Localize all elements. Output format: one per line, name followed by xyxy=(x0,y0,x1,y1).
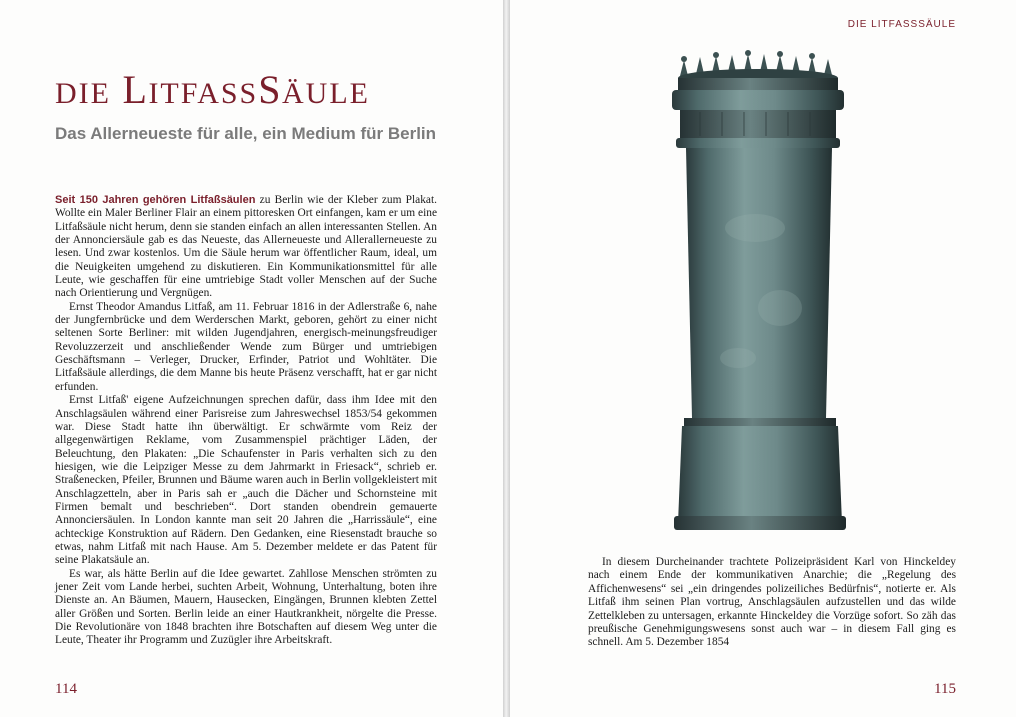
article-body-left xyxy=(55,194,437,648)
paragraph-3: Ernst Litfaß' eigene Aufzeichnungen sprechen dafür, dass ihm Idee mit den Anschlagsäulen während einer Parisreise zum Jahreswechsel 1853/54 gekommen war. Diese Stadt hatte ihn überwältigt. Er schwärmte vom Reiz der allgegenwärtigen Reklame, vom Zusammenspiel prächtiger Läden, der Beleuchtung, den Plakaten: „Die Schaufenster in Paris verhalten sich zu den hiesigen, wie die Leipziger Messe zu dem Jahrmarkt in Friesack“, schrieb er. Straßenecken, Pfeiler, Brunnen und Bäume waren auch in Berlin vollgekleistert mit Anschlagzetteln, aber in Paris sah er „auch die Dächer und Schornsteine mit Firmen bemalt und beschrieben“. Dort standen obendrein gemauerte Annonciersäulen. In London kannte man seit 20 Jahren die „Harrissäule“, eine achteckige Konstruktion auf Rädern. Den Gedanken, eine Riesenstadt brauche so etwas, nahm Litfaß mit nach Hause. Am 5. Dezember meldete er das Patent für seine Plakatsäule an. xyxy=(55,394,437,567)
paragraph-4: Es war, als hätte Berlin auf die Idee gewartet. Zahllose Menschen strömten zu jener Zeit vom Lande herbei, suchten Arbeit, Wohnung, Unterhaltung, boten ihre Dienste an. An Bäumen, Mauern, Hausecken, Eingängen, Brunnen klebten Zettel aller Größen und Sorten. Berlin leide an einer Hautkrankheit, nörgelte die Presse. Die Revolutionäre von 1848 brachten ihre Botschaften auf diesem Weg unter die Leute, Theater ihr Programm und Zuzügler ihre Arbeitskraft. xyxy=(55,567,437,647)
left-page xyxy=(0,0,503,717)
paragraph-2: Ernst Theodor Amandus Litfaß, am 11. Februar 1816 in der Adlerstraße 6, nahe der Jungfernbrücke und dem Werderschen Markt, geboren, gehört zu einer nicht seltenen Sorte Berliner: mit wilden Jugendjahren, energisch-meinungsfreudiger Revoluzzerzeit und anschließender Wende zum Bürger und umtriebigen Geschäftsmann – Verleger, Drucker, Erfinder, Patriot und Wohltäter. Die Litfaßsäule allerdings, die dem Manne bis heute Präsenz verschafft, hat er gar nicht erfunden. xyxy=(55,300,437,393)
running-head: DIE LITFASSSÄULE xyxy=(847,19,956,30)
lead-in: Seit 150 Jahren gehören Litfaßsäulen xyxy=(55,194,256,206)
page-subtitle: Das Allerneueste für alle, ein Medium für Berlin xyxy=(55,124,437,143)
paragraph-1 xyxy=(55,194,437,301)
paragraph-1-text: zu Berlin wie der Kleber zum Plakat. Wollte ein Maler Berliner Flair an einem pittoresken Ort einfangen, kam er um eine Litfaßsäule nicht herum, denn sie standen einfach an allen interessanten Stellen. An der Annonciersäule gab es das Neueste, das Allerneueste und Allerallerneueste zu lesen. Und zwar kostenlos. Um die Säule herum war öffentlicher Raum, ideal, um die Neuigkeiten umgehend zu diskutieren. Ein Kommunikationsmittel für alle Leute, wie geschaffen für eine umtriebige Stadt voller Menschen auf der Suche nach Orientierung und Vergnügen. xyxy=(55,194,437,300)
book-gutter xyxy=(503,0,510,717)
paragraph-right-1: In diesem Durcheinander trachtete Polizeipräsident Karl von Hinckeldey nach einem Ende der kommunikativen Anarchie; die „Regelung des Affichenwesens“ sei „ein dringendes polizeiliches Bedürfnis“, notierte er. Als Litfaß ihm seinen Plan vortrug, Anschlagsäulen aufzustellen und das wilde Zettelkleben zu untersagen, erkannte Hinckeldey die Vorzüge sofort. So zäh das preußische Genehmigungswesens sonst auch war – in diesem Fall ging es schnell. Am 5. Dezember 1854 xyxy=(588,556,956,649)
page-number-left: 114 xyxy=(55,681,77,697)
page-number-right: 115 xyxy=(934,681,956,697)
article-body-right xyxy=(588,556,956,650)
page-title: DIE LITFASSSÄULE xyxy=(55,67,370,112)
advertising-column-photo xyxy=(660,48,860,538)
right-page xyxy=(510,0,1016,717)
